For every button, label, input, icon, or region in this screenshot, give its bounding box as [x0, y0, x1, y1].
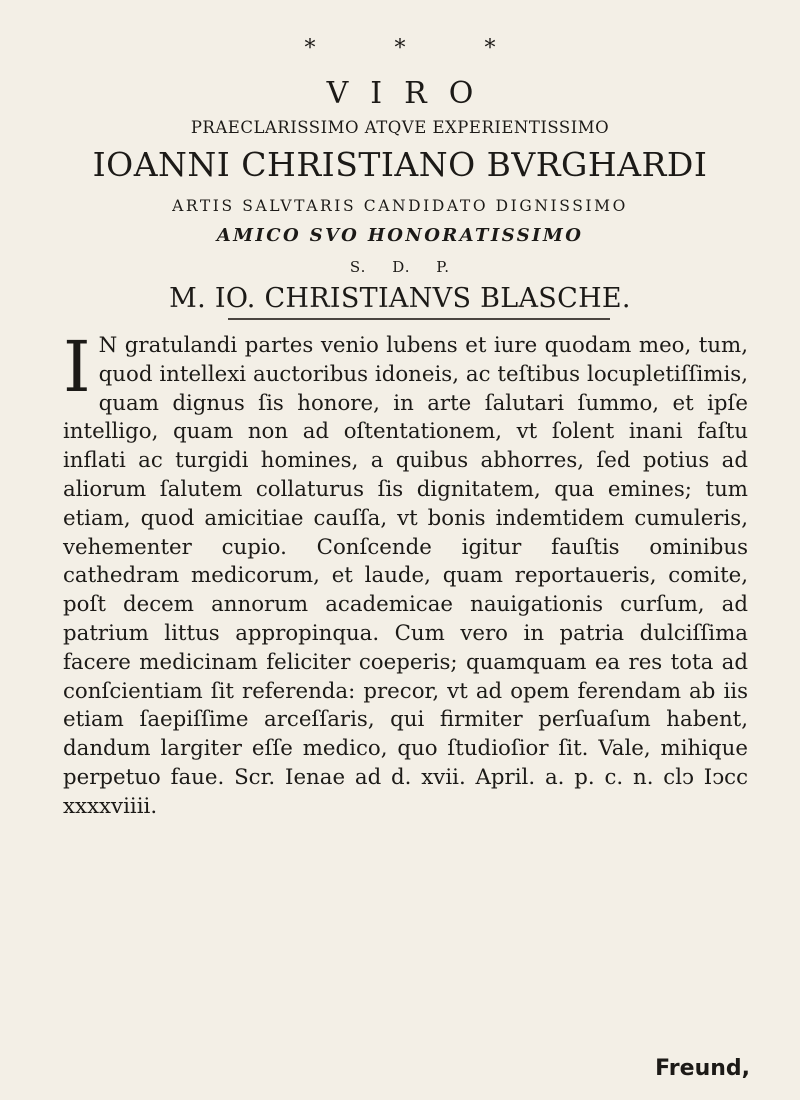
salutation-p: P.	[436, 258, 451, 276]
salutation-d: D.	[392, 258, 411, 276]
ornament-stars: * * *	[304, 36, 532, 61]
dedication-viro: VIRO	[326, 76, 496, 111]
salutation	[0, 258, 800, 276]
catchword: Freund,	[655, 1056, 750, 1081]
dedication-epithet: PRAECLARISSIMO ATQVE EXPERIENTISSIMO	[190, 118, 610, 137]
divider-rule	[228, 318, 610, 320]
author-name: M. IO. CHRISTIANVS BLASCHE.	[169, 283, 631, 314]
recipient-title: ARTIS SALVTARIS CANDIDATO DIGNISSIMO	[172, 197, 628, 215]
drop-cap: I	[63, 326, 91, 408]
letter-body	[63, 326, 748, 822]
recipient-name: IOANNI CHRISTIANO BVRGHARDI	[92, 145, 708, 184]
salutation-s: S.	[349, 258, 367, 276]
recipient-relation: AMICO SVO HONORATISSIMO	[216, 225, 584, 246]
letter-text: N gratulandi partes venio lubens et iure quodam meo, tum, quod intellexi auctoribus idoneis, ac teſtibus locupletiſſimis, quam dignus ſis honore, in arte ſalutari ſummo, et ipſe intelligo, quam non ad oſtentationem, vt ſolent inani faſtu inflati ac turgidi homines, a quibus abhorres, ſed potius ad aliorum ſalutem collaturus ſis dignitatem, qua emines; tum etiam, quod amicitiae cauſſa, vt bonis indemtidem cumuleris, vehementer cupio. Conſcende igitur fauſtis ominibus cathedram medicorum, et laude, quam reportaueris, comite, poſt decem annorum academicae nauigationis curſum, ad patrium littus appropinqua. Cum vero in patria dulciſſima facere medicinam feliciter coeperis; quamquam ea res tota ad conſcientiam ſit referenda: precor, vt ad opem ferendam ab iis etiam ſaepiſſime arceſſaris, qui firmiter perſuaſum habent, dandum largiter eſſe medico, quo ſtudioſior ſit. Vale, mihique perpetuo faue. Scr. Ienae ad d. xvii. April. a. p. c. n. clↄ Iↄcc xxxxviiii.	[63, 333, 748, 819]
